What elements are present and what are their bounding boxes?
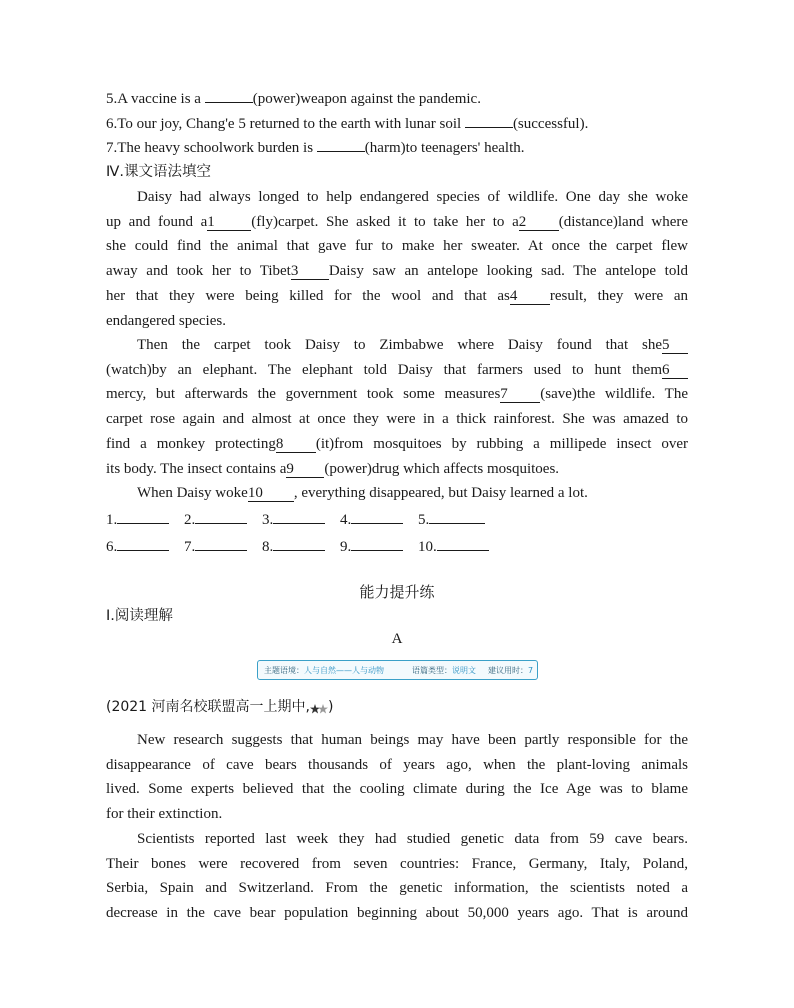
exercise-7-text: 7.The heavy schoolwork burden is [106, 140, 317, 156]
passage-paragraph-1 [106, 728, 688, 827]
cloze-line [106, 358, 688, 383]
passage-line: disappearance of cave bears thousands of years ago, when the plant-loving animals [106, 756, 688, 773]
exercise-7-blank[interactable] [317, 151, 365, 152]
answer-label: 2. [184, 512, 196, 528]
exercise-6-blank[interactable] [465, 127, 513, 128]
cloze-line: Daisy had always longed to help endangered species of wildlife. One day she woke [137, 189, 688, 205]
passage-line: decrease in the cave bear population beginning about 50,000 years ago. That is around [106, 905, 688, 922]
answer-label: 4. [340, 512, 352, 528]
cloze-text: When Daisy woke [137, 485, 248, 501]
answer-slot[interactable] [340, 535, 418, 557]
answer-label: 5. [418, 512, 430, 528]
exercise-5-text: 5.A vaccine is a [106, 91, 205, 107]
passage-line: for their extinction. [106, 806, 223, 823]
answer-label: 10. [418, 539, 437, 555]
part-title: 能力提升练 [359, 583, 435, 601]
banner-theme-label: 主题语境： [264, 665, 304, 675]
cloze-blank-5[interactable]: 5 [662, 337, 688, 354]
cloze-line [106, 382, 688, 407]
answer-slot[interactable] [340, 508, 418, 530]
cloze-paragraph-3 [106, 481, 688, 506]
answer-label: 3. [262, 512, 274, 528]
cloze-text: her that they were being killed for the wool and that as [106, 287, 510, 304]
cloze-blank-3[interactable]: 3 [291, 263, 329, 280]
cloze-text: (distance)land where [558, 213, 688, 230]
answer-slot[interactable] [262, 508, 340, 530]
exercise-7 [106, 138, 525, 158]
cloze-line: endangered species. [106, 312, 226, 329]
exercise-5 [106, 89, 481, 109]
cloze-line [106, 259, 688, 284]
cloze-paragraph-1 [106, 185, 688, 333]
cloze-line [106, 333, 688, 358]
answer-slot[interactable] [418, 535, 496, 557]
passage-label: A [391, 631, 403, 647]
cloze-text: mercy, but afterwards the government took some measures [106, 386, 501, 403]
cloze-line [106, 210, 688, 235]
banner-genre-label: 语篇类型： [412, 665, 452, 675]
cloze-blank-6[interactable]: 6 [662, 362, 688, 379]
banner-time-value: 7 [528, 665, 534, 675]
cloze-text: , everything disappeared, but Daisy learned a lot. [293, 485, 588, 501]
cloze-blank-2[interactable]: 2 [519, 214, 559, 231]
context-banner [257, 660, 538, 680]
passage-line: lived. Some experts believed that the cooling climate during the Ice Age was to blame [106, 781, 688, 798]
difficulty-star-icon [310, 702, 328, 712]
cloze-text: its body. The insect contains a [106, 460, 287, 477]
exercise-6 [106, 114, 588, 134]
cloze-line [106, 481, 688, 506]
cloze-blank-9[interactable]: 9 [286, 461, 324, 478]
passage-line: Their bones were recovered from seven countries: France, Germany, Italy, Poland, [106, 855, 688, 872]
answer-slot[interactable] [184, 535, 262, 557]
passage-line: New research suggests that human beings may have been partly responsible for the [137, 732, 688, 748]
cloze-line [106, 432, 688, 457]
exercise-5-text-end: (power)weapon against the pandemic. [252, 91, 481, 107]
answer-label: 8. [262, 539, 274, 555]
cloze-line [106, 284, 688, 309]
answer-label: 7. [184, 539, 196, 555]
cloze-blank-1[interactable]: 1 [207, 214, 251, 231]
cloze-line: carpet rose again and almost at once they were in a thick rainforest. She was amazed to [106, 411, 688, 428]
answer-slot[interactable] [184, 508, 262, 530]
cloze-text: (watch)by an elephant. The elephant told Daisy that farmers used to hunt them [106, 361, 662, 378]
cloze-text: up and found a [106, 213, 208, 230]
cloze-paragraph-2 [106, 333, 688, 481]
cloze-line: she could find the animal that gave fur to make her sweater. At once the carpet flew [106, 238, 688, 255]
exercise-5-blank[interactable] [205, 102, 253, 103]
answer-label: 6. [106, 539, 118, 555]
cloze-blank-10[interactable]: 10 [248, 485, 294, 502]
cloze-blank-8[interactable]: 8 [276, 436, 316, 453]
banner-genre-value: 说明文 [452, 665, 476, 675]
cloze-text: find a monkey protecting [106, 435, 276, 452]
banner-time-label: 建议用时： [488, 665, 528, 675]
answer-label: 9. [340, 539, 352, 555]
passage-paragraph-2 [106, 827, 688, 926]
cloze-text: away and took her to Tibet [106, 263, 291, 280]
cloze-text: (fly)carpet. She asked it to take her to a [251, 213, 519, 230]
reading-section-title: Ⅰ.阅读理解 [106, 608, 173, 624]
cloze-blank-4[interactable]: 4 [510, 288, 550, 305]
answer-label: 1. [106, 512, 118, 528]
exercise-6-text: 6.To our joy, Chang'e 5 returned to the earth with lunar soil [106, 116, 465, 132]
answer-grid [106, 508, 496, 557]
cloze-blank-7[interactable]: 7 [500, 386, 540, 403]
cloze-text: (power)drug which affects mosquitoes. [324, 460, 560, 477]
source-text-end: ) [328, 699, 334, 715]
cloze-text: (it)from mosquitoes by rubbing a millipede insect over [315, 435, 688, 452]
answer-slot[interactable] [262, 535, 340, 557]
banner-theme-value: 人与自然——人与动物 [304, 665, 384, 675]
exercise-7-text-end: (harm)to teenagers' health. [364, 140, 525, 156]
cloze-text: Daisy saw an antelope looking sad. The antelope told [328, 263, 689, 280]
exercise-6-text-end: (successful). [512, 116, 589, 132]
answer-slot[interactable] [418, 508, 496, 530]
passage-line: Scientists reported last week they had studied genetic data from 59 cave bears. [137, 831, 688, 847]
answer-slot[interactable] [106, 535, 184, 557]
cloze-line [106, 457, 688, 482]
section-title: Ⅳ.课文语法填空 [106, 164, 211, 180]
answer-slot[interactable] [106, 508, 184, 530]
source-text: (2021 河南名校联盟高一上期中, [106, 699, 310, 715]
passage-line: Serbia, Spain and Switzerland. From the genetic information, the scientists noted a [106, 880, 688, 897]
source-line [106, 696, 333, 716]
cloze-text: Then the carpet took Daisy to Zimbabwe where Daisy found that she [137, 337, 662, 353]
cloze-text: result, they were an [549, 287, 689, 304]
cloze-text: (save)the wildlife. The [540, 386, 688, 403]
